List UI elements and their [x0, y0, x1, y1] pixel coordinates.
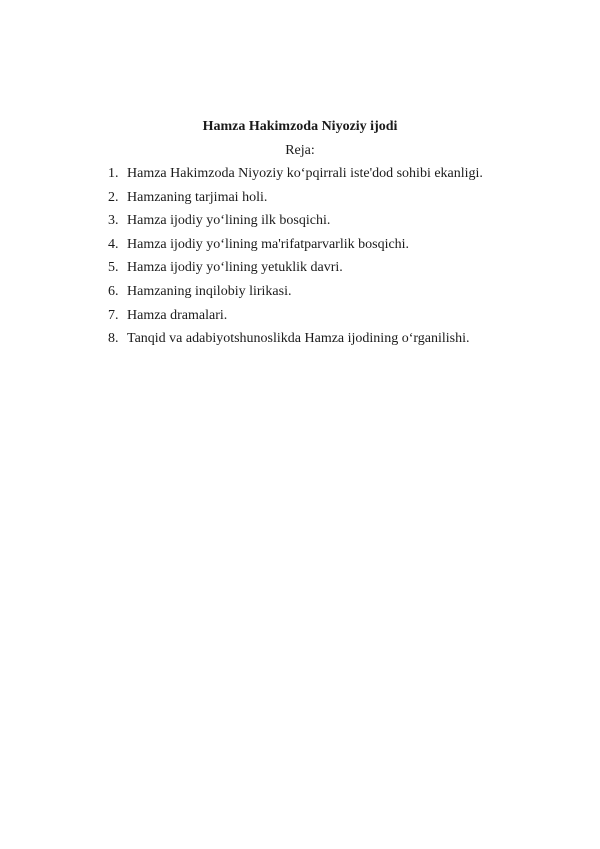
- plan-item-number: 1.: [108, 166, 119, 181]
- plan-item-number: 5.: [108, 260, 119, 276]
- plan-item-text: Hamza ijodiy yo‘lining yetuklik davri.: [127, 260, 343, 276]
- plan-item: [108, 307, 483, 331]
- plan-heading: Reja:: [285, 143, 315, 158]
- plan-item-number: 3.: [108, 213, 119, 229]
- plan-list: [108, 165, 483, 354]
- plan-item-text: Hamza ijodiy yo‘lining ilk bosqichi.: [127, 213, 331, 229]
- plan-item-number: 7.: [108, 307, 119, 323]
- plan-item-text: Hamzaning tarjimai holi.: [127, 189, 268, 205]
- plan-item: [108, 189, 483, 213]
- plan-item-number: 4.: [108, 236, 119, 252]
- plan-item: [108, 330, 483, 354]
- plan-item-number: 6.: [108, 283, 119, 299]
- plan-item: [108, 236, 483, 260]
- plan-item: [108, 259, 483, 283]
- plan-item: [108, 283, 483, 307]
- document-title: Hamza Hakimzoda Niyoziy ijodi: [202, 119, 398, 134]
- plan-item-number: 2.: [108, 189, 119, 205]
- plan-item-text: Hamza Hakimzoda Niyoziy ko‘pqirrali iste'dod sohibi ekanligi.: [127, 166, 483, 181]
- plan-item-text: Hamzaning inqilobiy lirikasi.: [127, 283, 292, 299]
- plan-item-text: Hamza dramalari.: [127, 307, 228, 323]
- plan-item-text: Tanqid va adabiyotshunoslikda Hamza ijodining o‘rganilishi.: [127, 331, 470, 347]
- plan-item: [108, 212, 483, 236]
- plan-item-number: 8.: [108, 331, 119, 347]
- plan-item-text: Hamza ijodiy yo‘lining ma'rifatparvarlik bosqichi.: [127, 236, 410, 252]
- plan-item: [108, 165, 483, 189]
